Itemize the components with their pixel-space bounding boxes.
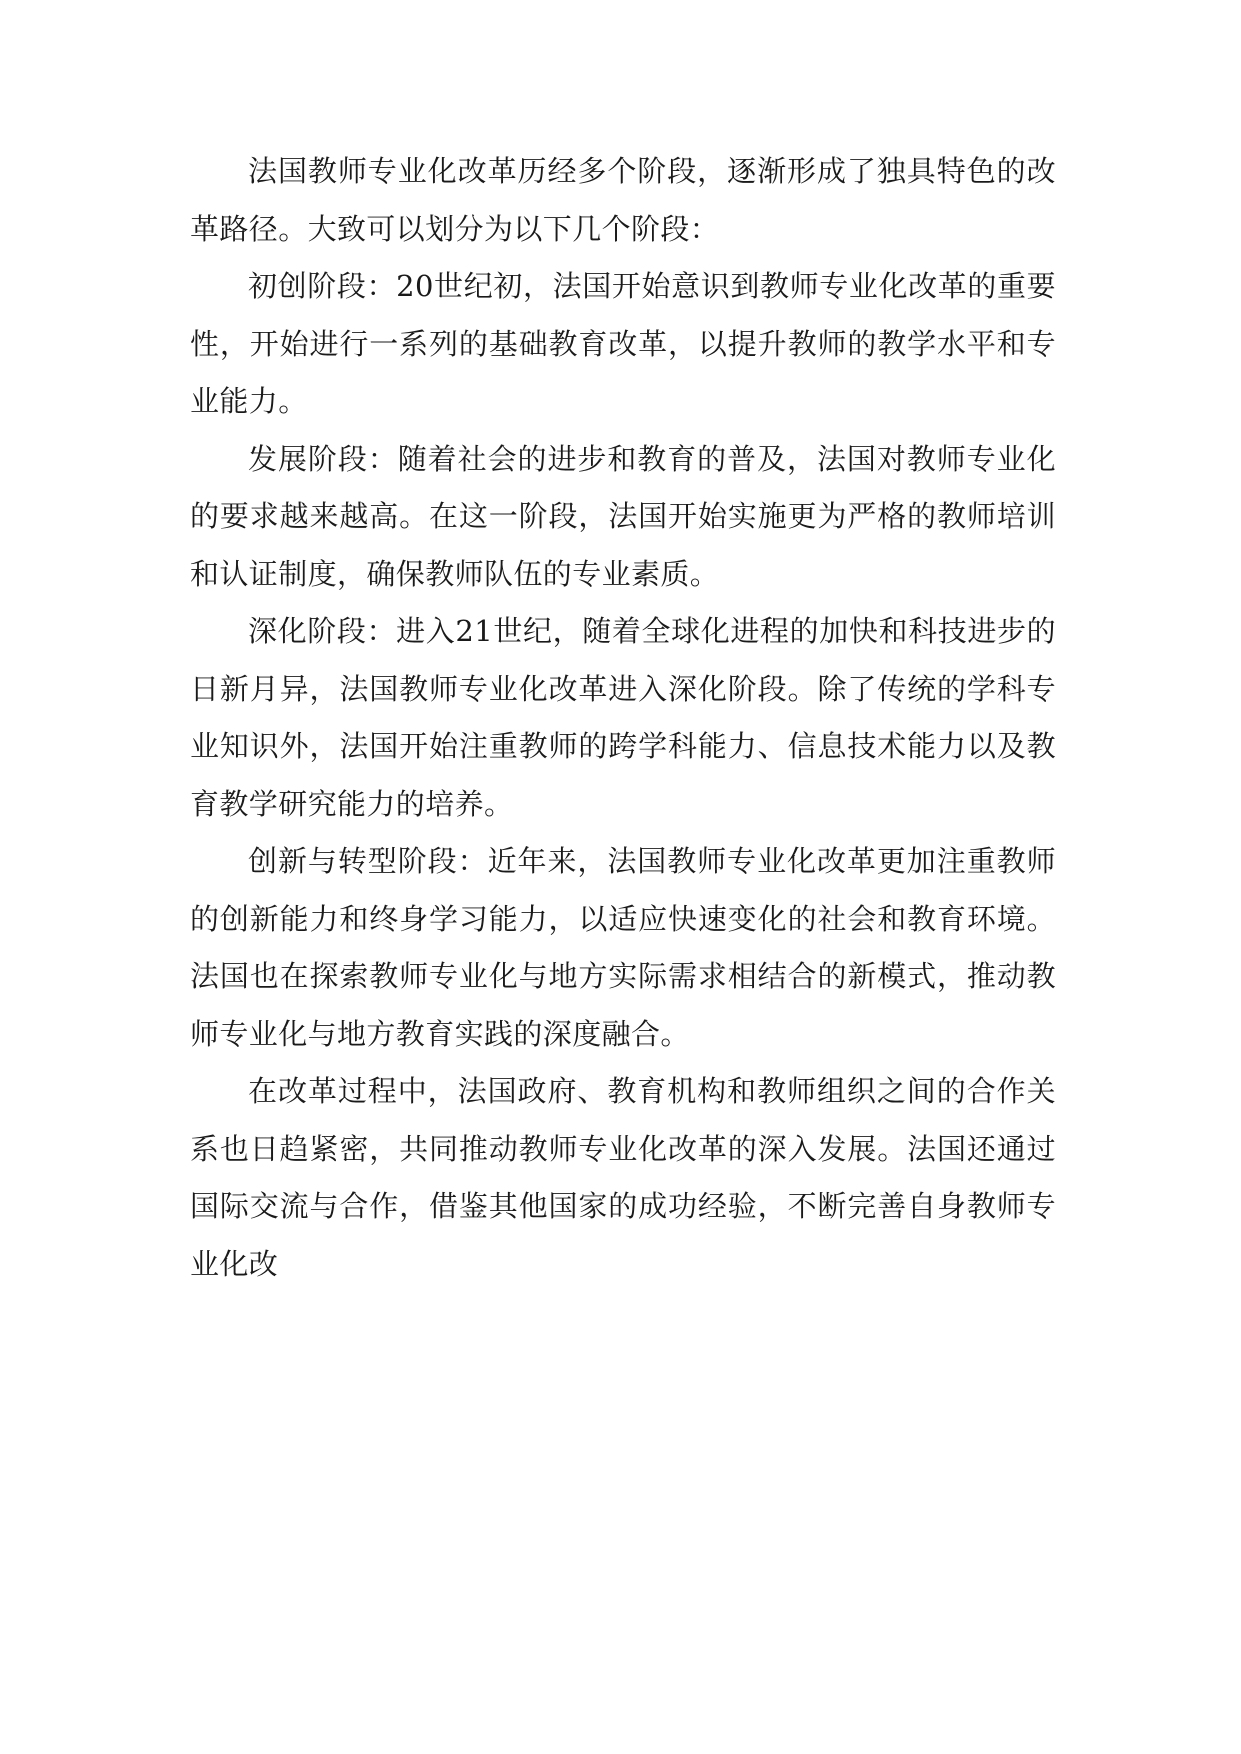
paragraph-cooperation: 在改革过程中，法国政府、教育机构和教师组织之间的合作关系也日趋紧密，共同推动教师专业化改革的深入发展。法国还通过国际交流与合作，借鉴其他国家的成功经验，不断完善自身教师专业化改 — [190, 1074, 1056, 1281]
paragraph-intro: 法国教师专业化改革历经多个阶段，逐渐形成了独具特色的改革路径。大致可以划分为以下几个阶段： — [190, 154, 1056, 246]
paragraph-initial-stage: 初创阶段：20世纪初，法国开始意识到教师专业化改革的重要性，开始进行一系列的基础教育改革，以提升教师的教学水平和专业能力。 — [190, 269, 1056, 418]
paragraph-deepening-stage: 深化阶段：进入21世纪，随着全球化进程的加快和科技进步的日新月异，法国教师专业化改革进入深化阶段。除了传统的学科专业知识外，法国开始注重教师的跨学科能力、信息技术能力以及教育教学研究能力的培养。 — [190, 614, 1056, 821]
document-body — [190, 143, 1056, 1293]
paragraph-development-stage: 发展阶段：随着社会的进步和教育的普及，法国对教师专业化的要求越来越高。在这一阶段，法国开始实施更为严格的教师培训和认证制度，确保教师队伍的专业素质。 — [190, 441, 1056, 591]
paragraph-innovation-stage: 创新与转型阶段：近年来，法国教师专业化改革更加注重教师的创新能力和终身学习能力，以适应快速变化的社会和教育环境。法国也在探索教师专业化与地方实际需求相结合的新模式，推动教师专业化与地方教育实践的深度融合。 — [190, 844, 1056, 1051]
